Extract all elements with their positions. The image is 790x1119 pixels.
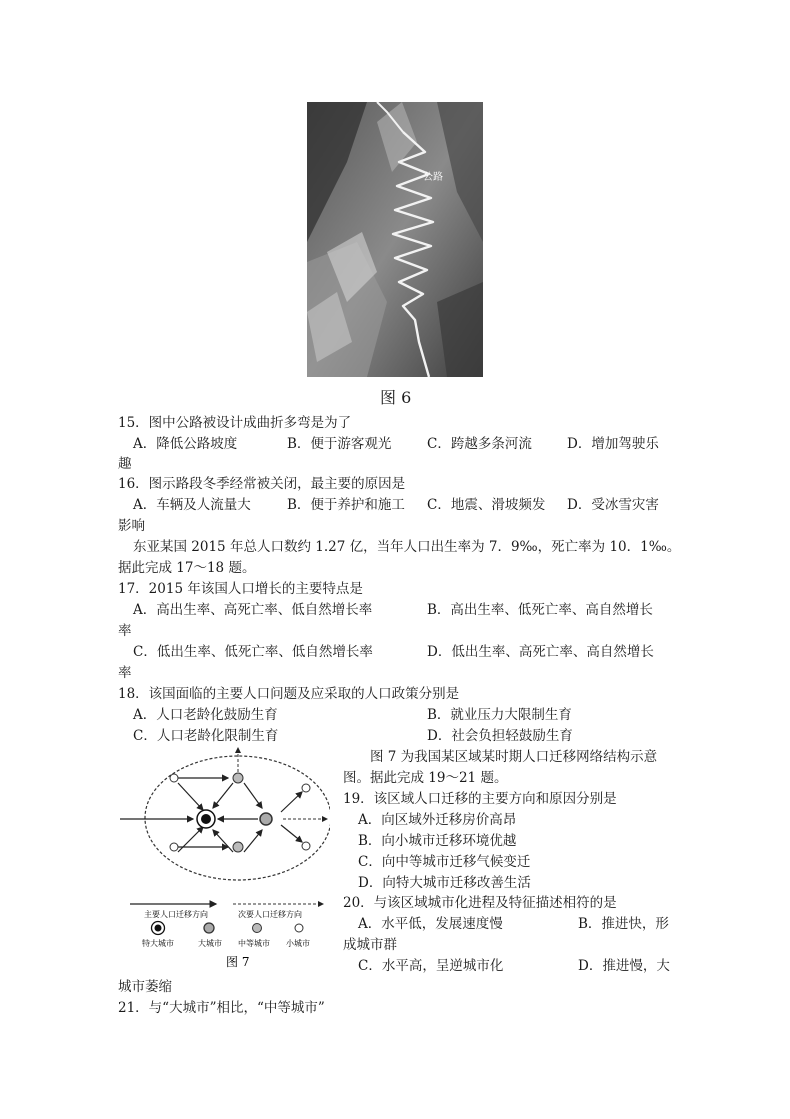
q17-option-b-wrap: 率 (118, 623, 132, 639)
q15-option-d-wrap: 趣 (118, 456, 132, 472)
small-city-node (170, 774, 178, 782)
q15-stem: 15．图中公路被设计成曲折多弯是为了 (118, 415, 352, 431)
q20-option-b: B．推进快，形 (578, 916, 669, 932)
legend-large-city: 大城市 (198, 939, 222, 948)
small-city-node (302, 842, 310, 850)
q15-option-a: A．降低公路坡度 (133, 436, 238, 452)
q21-stem: 21．与“大城市”相比，“中等城市” (118, 1000, 325, 1016)
q19-option-b: B．向小城市迁移环境优越 (358, 833, 517, 849)
q20-option-d: D．推进慢，大 (578, 958, 670, 974)
q17-option-d: D．低出生率、高死亡率、高自然增长 (427, 644, 654, 660)
q20-option-d-wrap: 城市萎缩 (118, 979, 172, 995)
legend-huge-city: 特大城市 (142, 939, 174, 948)
q19-stem: 19．该区域人口迁移的主要方向和原因分别是 (343, 791, 617, 807)
q20-stem: 20．与该区域城市化进程及特征描述相符的是 (343, 895, 617, 911)
q19-option-a: A．向区域外迁移房价高昂 (358, 812, 517, 828)
q18-option-a: A．人口老龄化鼓励生育 (133, 707, 278, 723)
medium-city-node (233, 773, 243, 783)
q15-option-d: D．增加驾驶乐 (567, 436, 659, 452)
figure-7-diagram (118, 742, 330, 974)
intro-17-line2: 据此完成 17～18 题。 (118, 560, 256, 576)
figure-6-caption: 图 6 (380, 388, 412, 407)
q15-option-b: B．便于游客观光 (287, 436, 392, 452)
q17-stem: 17．2015 年该国人口增长的主要特点是 (118, 581, 363, 597)
q19-option-c: C．向中等城市迁移气候变迁 (358, 854, 531, 870)
q16-option-d: D．受冰雪灾害 (567, 497, 659, 513)
q17-option-a: A．高出生率、高死亡率、低自然增长率 (133, 602, 373, 618)
small-city-node (170, 843, 178, 851)
intro-19-line2: 图。据此完成 19～21 题。 (343, 770, 508, 786)
intro-19-line1: 图 7 为我国某区域某时期人口迁移网络结构示意 (370, 749, 658, 765)
mountain-road-image (307, 102, 483, 377)
figure-7-caption: 图 7 (226, 955, 250, 969)
small-city-node (302, 784, 310, 792)
q16-stem: 16．图示路段冬季经常被关闭，最主要的原因是 (118, 476, 406, 492)
intro-17-line1: 东亚某国 2015 年总人口数约 1.27 亿，当年人口出生率为 7．9‰，死亡率为 10．1‰。 (133, 539, 681, 555)
large-city-node (260, 813, 272, 825)
q15-option-c: C．跨越多条河流 (427, 436, 532, 452)
q17-option-c: C．低出生率、低死亡率、低自然增长率 (133, 644, 373, 660)
q17-option-d-wrap: 率 (118, 665, 132, 681)
legend-minor-label: 次要人口迁移方向 (238, 910, 302, 919)
q18-stem: 18．该国面临的主要人口问题及应采取的人口政策分别是 (118, 686, 460, 702)
legend-main-label: 主要人口迁移方向 (144, 910, 208, 919)
q18-option-c: C．人口老龄化限制生育 (133, 728, 279, 744)
road-label: 公路 (423, 172, 443, 183)
q18-option-b: B．就业压力大限制生育 (427, 707, 572, 723)
q16-option-d-wrap: 影响 (118, 518, 145, 534)
satellite-photo-road (307, 102, 483, 377)
q18-option-d: D．社会负担轻鼓励生育 (427, 728, 573, 744)
q16-option-b: B．便于养护和施工 (287, 497, 405, 513)
q16-option-a: A．车辆及人流量大 (133, 497, 251, 513)
medium-city-node (233, 842, 243, 852)
legend-small-city: 小城市 (286, 939, 310, 948)
q20-option-b-wrap: 成城市群 (343, 937, 397, 953)
q19-option-d: D．向特大城市迁移改善生活 (358, 875, 531, 891)
q16-option-c: C．地震、滑坡频发 (427, 497, 546, 513)
legend-medium-city: 中等城市 (238, 939, 270, 948)
q20-option-c: C．水平高，呈逆城市化 (358, 958, 504, 974)
q20-option-a: A．水平低，发展速度慢 (358, 916, 503, 932)
q17-option-b: B．高出生率、低死亡率、高自然增长 (427, 602, 653, 618)
